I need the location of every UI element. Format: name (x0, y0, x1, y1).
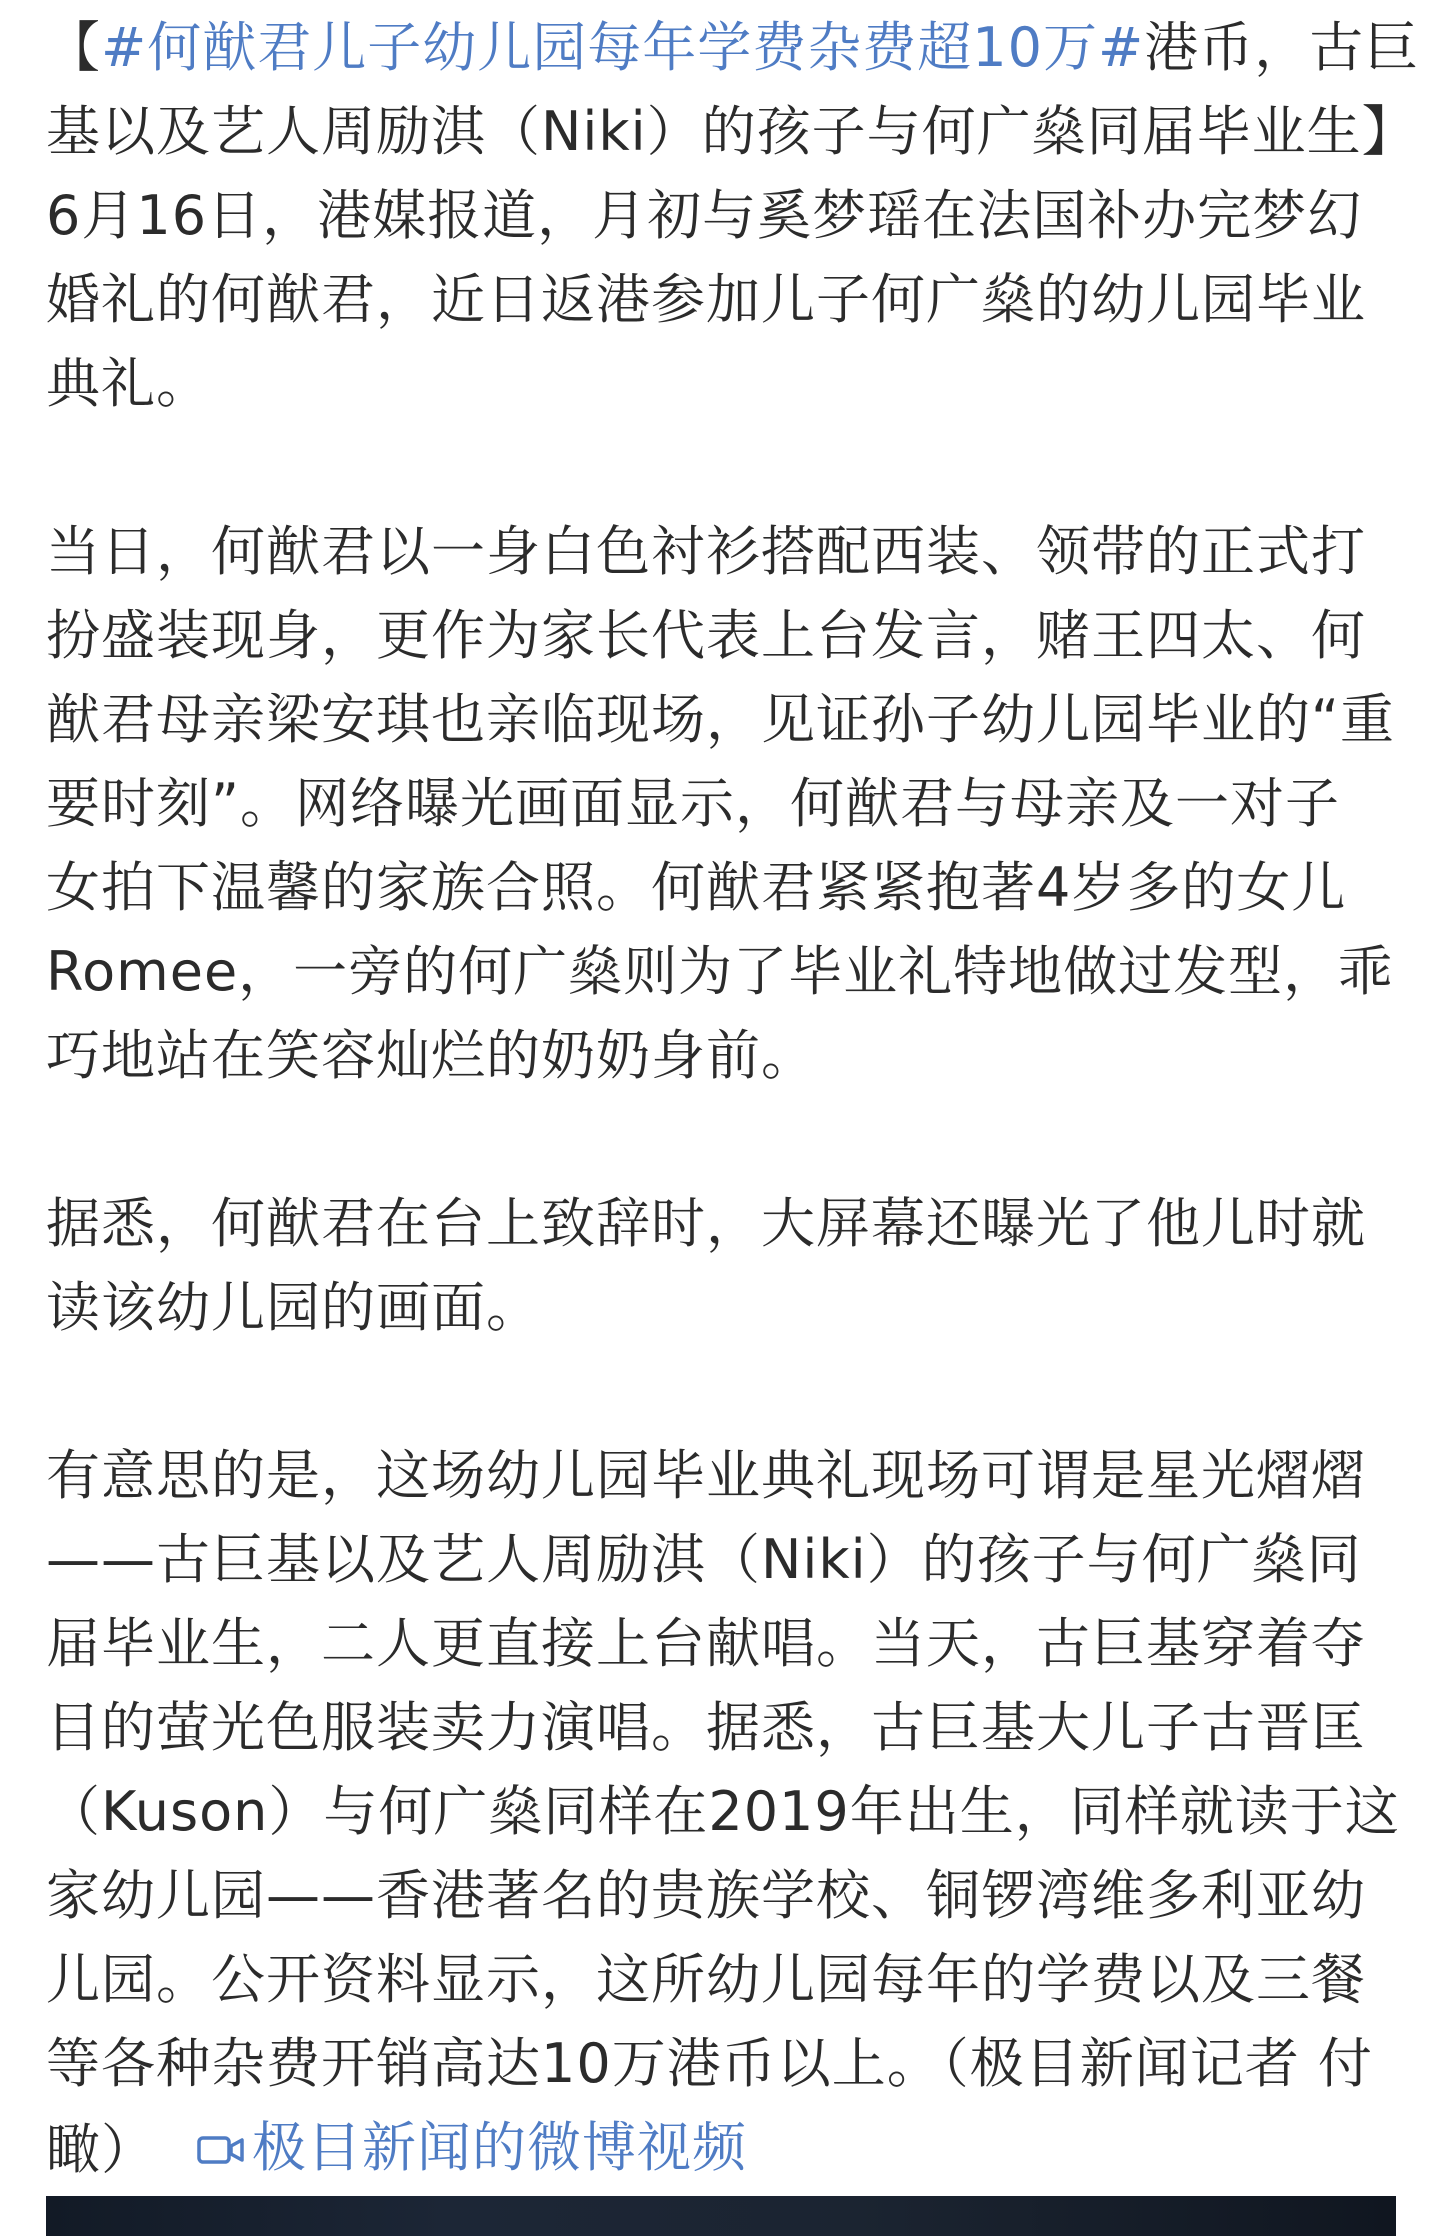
video-camera-icon (196, 2130, 246, 2170)
p2-line: 巧地站在笑容灿烂的奶奶身前。 (46, 1024, 816, 1087)
p4-line: 儿园。公开资料显示，这所幼儿园每年的学费以及三餐 (46, 1948, 1366, 2011)
headline-paragraph (46, 6, 1420, 426)
video-link-label[interactable]: 极目新闻的微博视频 (252, 2116, 747, 2179)
headline-text: 港币，古巨 (1144, 16, 1420, 79)
p1-line: 典礼。 (46, 352, 211, 415)
p4-line: 家幼儿园——香港著名的贵族学校、铜锣湾维多利亚幼 (46, 1864, 1366, 1927)
p4-line: 届毕业生，二人更直接上台献唱。当天，古巨基穿着夺 (46, 1612, 1366, 1675)
p1-line: 婚礼的何猷君，近日返港参加儿子何广燊的幼儿园毕业 (46, 268, 1366, 331)
paragraph-2 (46, 510, 1396, 1098)
weibo-post-body (46, 6, 1420, 2192)
p2-line: 扮盛装现身，更作为家长代表上台发言，赌王四太、何 (46, 604, 1366, 667)
p4-line: ——古巨基以及艺人周励淇（Niki）的孩子与何广燊同 (46, 1528, 1362, 1591)
p3-line: 读该幼儿园的画面。 (46, 1276, 541, 1339)
headline-line-2: 基以及艺人周励淇（Niki）的孩子与何广燊同届毕业生】 (46, 100, 1417, 163)
p2-line: 女拍下温馨的家族合照。何猷君紧紧抱著4岁多的女儿 (46, 856, 1347, 919)
p2-line: 猷君母亲梁安琪也亲临现场，见证孙子幼儿园毕业的“重 (46, 688, 1395, 751)
p4-last-line (46, 2106, 1396, 2192)
paragraph-4 (46, 1434, 1400, 2192)
paragraph-3 (46, 1182, 1396, 1350)
p2-line: Romee，一旁的何广燊则为了毕业礼特地做过发型，乖 (46, 940, 1394, 1003)
headline-line-1 (46, 6, 1420, 90)
byline-end: 瞰） (46, 2118, 156, 2181)
p4-line: （Kuson）与何广燊同样在2019年出生，同样就读于这 (46, 1780, 1400, 1843)
p4-line: 有意思的是，这场幼儿园毕业典礼现场可谓是星光熠熠 (46, 1444, 1366, 1507)
p2-line: 当日，何猷君以一身白色衬衫搭配西装、领带的正式打 (46, 520, 1366, 583)
hashtag-link[interactable]: #何猷君儿子幼儿园每年学费杂费超10万# (101, 16, 1145, 79)
p3-line: 据悉，何猷君在台上致辞时，大屏幕还曝光了他儿时就 (46, 1192, 1366, 1255)
p4-line: 等各种杂费开销高达10万港币以上。（极目新闻记者 付 (46, 2032, 1373, 2095)
p4-line: 目的萤光色服装卖力演唱。据悉，古巨基大儿子古晋匡 (46, 1696, 1366, 1759)
p2-line: 要时刻”。网络曝光画面显示，何猷君与母亲及一对子 (46, 772, 1340, 835)
video-link[interactable] (196, 2106, 747, 2190)
headline-bracket: 【 (46, 16, 101, 79)
video-thumbnail[interactable] (46, 2196, 1396, 2236)
p1-line: 6月16日，港媒报道，月初与奚梦瑶在法国补办完梦幻 (46, 184, 1363, 247)
